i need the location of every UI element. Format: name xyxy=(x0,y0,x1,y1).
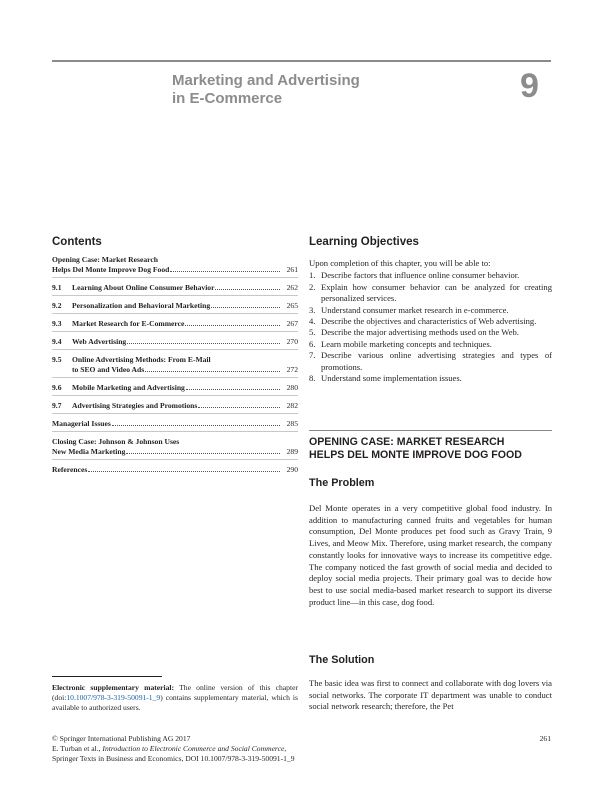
section-rule xyxy=(309,430,552,431)
top-rule xyxy=(52,60,551,62)
toc-leader-dots xyxy=(127,342,280,344)
toc-entry-line xyxy=(52,300,298,310)
toc-entry-page: 265 xyxy=(286,301,298,310)
toc-entry-title: Managerial Issues xyxy=(52,419,111,428)
footer-series: Springer Texts in Business and Economics, DOI 10.1007/978-3-319-50091-1_9 xyxy=(52,754,295,763)
toc-entry-title: New Media Marketing xyxy=(52,447,126,456)
toc-entry-page: 285 xyxy=(286,419,298,428)
toc-leader-dots xyxy=(215,288,280,290)
opening-case-title-line-1: OPENING CASE: MARKET RESEARCH xyxy=(309,436,505,448)
toc-entry-line xyxy=(52,318,298,328)
toc-leader-dots xyxy=(126,452,280,454)
objectives-intro: Upon completion of this chapter, you will be able to: xyxy=(309,258,491,268)
objective-number: 3. xyxy=(309,304,316,315)
objective-text: Describe the objectives and characteristics of Web advertising. xyxy=(321,316,537,327)
objective-text: Explain how consumer behavior can be analyzed for creating personalized services. xyxy=(321,281,552,304)
toc-entry[interactable] xyxy=(52,300,298,310)
page-footer xyxy=(52,734,551,764)
objective-number: 8. xyxy=(309,373,316,384)
objective-text: Describe factors that influence online consumer behavior. xyxy=(321,270,520,281)
toc-entry-title: Web Advertising xyxy=(72,337,127,346)
toc-entry-title: Mobile Marketing and Advertising xyxy=(72,383,185,392)
footer-citation xyxy=(52,744,551,754)
toc-entry-number: 9.7 xyxy=(52,401,62,410)
toc-entry-page: 267 xyxy=(286,319,298,328)
toc-entry-line xyxy=(52,336,298,346)
toc-entry-line xyxy=(52,446,298,456)
toc-entry-number: 9.3 xyxy=(52,319,62,328)
toc-entry[interactable] xyxy=(52,354,298,374)
toc-entry-number: 9.5 xyxy=(52,355,62,364)
toc-entry-line xyxy=(52,464,298,474)
toc-entry-line xyxy=(52,418,298,428)
table-of-contents xyxy=(52,254,298,474)
toc-entry-number: 9.6 xyxy=(52,383,62,392)
toc-entry-title: Market Research for E-Commerce xyxy=(72,319,185,328)
toc-entry-line xyxy=(52,436,298,446)
objective-text: Describe various online advertising strategies and types of promotions. xyxy=(321,350,552,372)
toc-entry-page: 289 xyxy=(286,447,298,456)
footnote-text-2: ) contains supplementary material, which is available to authorized users. xyxy=(52,692,298,712)
toc-entry-line xyxy=(52,382,298,392)
toc-leader-dots xyxy=(170,270,280,272)
toc-entry[interactable] xyxy=(52,400,298,410)
footer-comma: , xyxy=(284,744,287,753)
objective-text: Understand consumer market research in e-commerce. xyxy=(321,304,509,315)
footnote-label: Electronic supplementary material: xyxy=(52,683,175,692)
toc-entry[interactable] xyxy=(52,336,298,346)
toc-separator xyxy=(52,413,298,414)
objective-item xyxy=(309,305,552,316)
toc-entry-page: 272 xyxy=(286,365,298,374)
toc-entry-line xyxy=(52,354,298,364)
objectives-heading: Learning Objectives xyxy=(309,236,419,248)
toc-entry[interactable] xyxy=(52,418,298,428)
toc-entry-line xyxy=(52,364,298,374)
toc-entry-page: 270 xyxy=(286,337,298,346)
toc-entry-title: Personalization and Behavioral Marketing xyxy=(72,301,211,310)
contents-heading: Contents xyxy=(52,236,102,248)
objective-item xyxy=(309,373,552,384)
solution-heading: The Solution xyxy=(309,654,375,666)
objective-number: 5. xyxy=(309,327,316,338)
toc-entry-title: to SEO and Video Ads xyxy=(72,365,145,374)
toc-separator xyxy=(52,313,298,314)
objective-item xyxy=(309,316,552,327)
footnote-rule xyxy=(52,676,162,677)
toc-leader-dots xyxy=(211,306,280,308)
toc-entry[interactable] xyxy=(52,254,298,274)
objectives-list xyxy=(309,270,552,384)
toc-leader-dots xyxy=(185,324,280,326)
toc-entry-line xyxy=(52,254,298,264)
toc-entry-number: 9.2 xyxy=(52,301,62,310)
objective-number: 7. xyxy=(309,350,316,361)
objective-text: Learn mobile marketing concepts and techniques. xyxy=(321,338,492,349)
toc-entry-page: 262 xyxy=(286,283,298,292)
objective-text: Understand some implementation issues. xyxy=(321,373,462,384)
opening-case-title xyxy=(309,436,552,462)
problem-heading: The Problem xyxy=(309,477,375,489)
toc-entry-page: 280 xyxy=(286,383,298,392)
objective-item xyxy=(309,339,552,350)
toc-entry-title: Advertising Strategies and Promotions xyxy=(72,401,198,410)
toc-entry-number: 9.1 xyxy=(52,283,62,292)
page-number: 261 xyxy=(539,734,551,743)
chapter-title-line-1: Marketing and Advertising xyxy=(172,72,360,89)
toc-separator xyxy=(52,377,298,378)
objective-number: 1. xyxy=(309,270,316,281)
toc-separator xyxy=(52,395,298,396)
toc-entry-line xyxy=(52,282,298,292)
toc-leader-dots xyxy=(186,388,280,390)
objective-item xyxy=(309,350,552,373)
toc-leader-dots xyxy=(198,406,280,408)
toc-entry-number: 9.4 xyxy=(52,337,62,346)
footer-copyright: © Springer International Publishing AG 2017 xyxy=(52,734,191,743)
toc-entry-title: Opening Case: Market Research xyxy=(52,255,158,264)
toc-entry[interactable] xyxy=(52,436,298,456)
toc-entry[interactable] xyxy=(52,282,298,292)
objective-number: 4. xyxy=(309,316,316,327)
footer-book-title: Introduction to Electronic Commerce and Social Commerce xyxy=(102,744,285,753)
toc-leader-dots xyxy=(88,470,280,472)
toc-entry-title: Online Advertising Methods: From E-Mail xyxy=(72,355,211,364)
toc-entry[interactable] xyxy=(52,382,298,392)
chapter-number: 9 xyxy=(520,67,539,105)
toc-separator xyxy=(52,349,298,350)
toc-entry-title: Learning About Online Consumer Behavior xyxy=(72,283,215,292)
objective-text: Describe the major advertising methods used on the Web. xyxy=(321,327,519,338)
toc-leader-dots xyxy=(112,424,280,426)
toc-separator xyxy=(52,431,298,432)
toc-entry-line xyxy=(52,264,298,274)
toc-entry-title: References xyxy=(52,465,88,474)
opening-case-title-line-2: HELPS DEL MONTE IMPROVE DOG FOOD xyxy=(309,449,522,461)
toc-separator xyxy=(52,331,298,332)
toc-entry-title: Helps Del Monte Improve Dog Food xyxy=(52,265,170,274)
toc-separator xyxy=(52,277,298,278)
toc-separator xyxy=(52,459,298,460)
objectives-block xyxy=(309,258,552,384)
toc-entry-page: 282 xyxy=(286,401,298,410)
footnote-doi-link[interactable]: 10.1007/978-3-319-50091-1_9 xyxy=(66,692,161,702)
footnote-text-1: The online version of this chapter (doi: xyxy=(52,683,298,702)
objective-number: 2. xyxy=(309,281,316,292)
solution-paragraph: The basic idea was first to connect and collaborate with dog lovers via social networks. The corporate IT department was unable to conduct social network research; therefore, the Pet xyxy=(309,678,552,712)
objective-item xyxy=(309,282,552,305)
footer-authors: E. Turban et al., xyxy=(52,744,101,753)
chapter-title-line-2: in E-Commerce xyxy=(172,90,283,107)
objective-item xyxy=(309,270,552,281)
toc-leader-dots xyxy=(145,370,280,372)
chapter-title xyxy=(172,72,492,108)
toc-separator xyxy=(52,295,298,296)
toc-entry[interactable] xyxy=(52,464,298,474)
toc-entry-line xyxy=(52,400,298,410)
objective-item xyxy=(309,327,552,338)
toc-entry-title: Closing Case: Johnson & Johnson Uses xyxy=(52,437,180,446)
problem-paragraph: Del Monte operates in a very competitive global food industry. In addition to manufacturing canned fruits and vegetables for human consumption, Del Monte produces pet food such as Gravy Train, 9 Lives, and Meow Mix. Therefore, using market research, the company constantly looks for innovative ways to increase its competitive edge. The company noticed the fast growth of social media and decided to deploy social media projects. Their primary goal was to decide how best to use social media-based market research to support its diverse product line—in this case, dog food. xyxy=(309,503,552,607)
toc-entry-page: 261 xyxy=(286,265,298,274)
objective-number: 6. xyxy=(309,338,316,349)
toc-entry-page: 290 xyxy=(286,465,298,474)
toc-entry[interactable] xyxy=(52,318,298,328)
footnote xyxy=(52,683,298,712)
